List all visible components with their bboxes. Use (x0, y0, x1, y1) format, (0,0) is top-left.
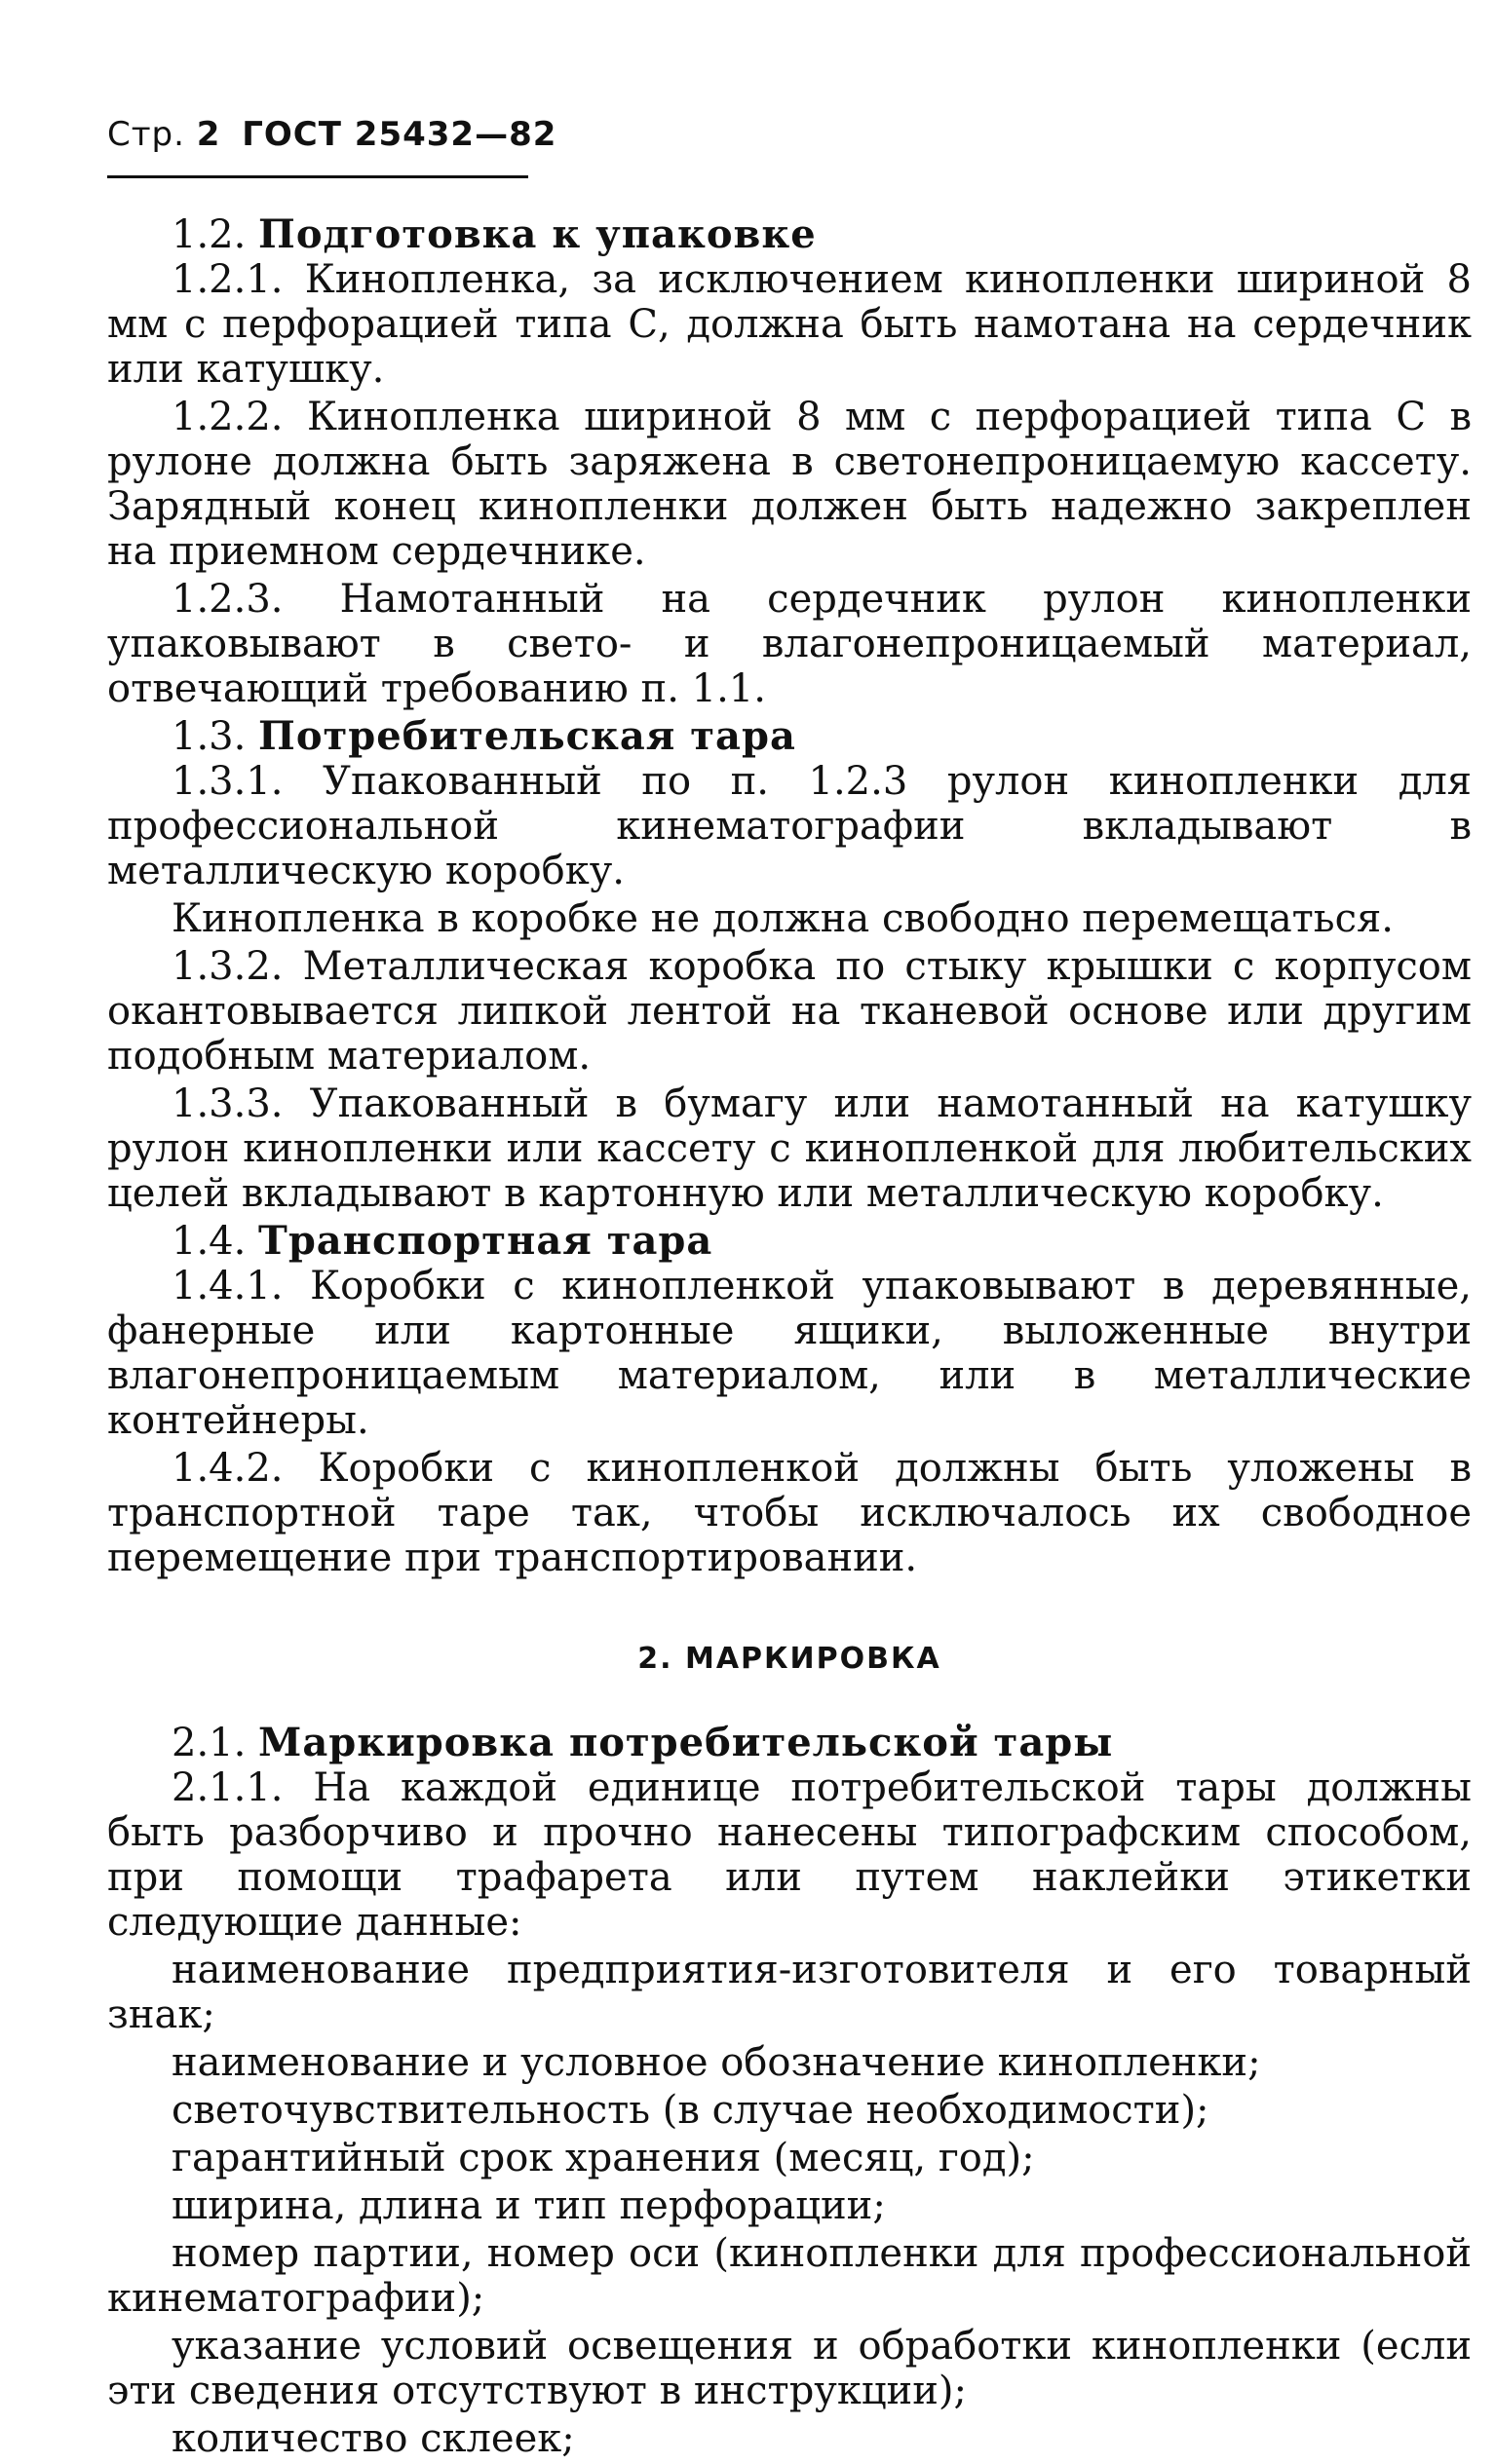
page-label: Стр. (107, 115, 185, 154)
paragraph-1-2-1: 1.2.1. Кинопленка, за исключением кинопленки шириной 8 мм с перфорацией типа С, должна быть намотана на сердечник или катушку. (107, 257, 1472, 392)
paragraph-1-3-1: 1.3.1. Упакованный по п. 1.2.3 рулон кинопленки для профессиональной кинематографии вкладывают в металлическую коробку. (107, 759, 1472, 893)
section-heading-1-4 (107, 1219, 1472, 1264)
section-heading-1-2 (107, 212, 1472, 257)
section-heading-1-3 (107, 714, 1472, 759)
paragraph-1-3-1-continued: Кинопленка в коробке не должна свободно перемещаться. (172, 896, 1394, 941)
header-rule (107, 175, 528, 178)
section-title: Маркировка потребительской тары (258, 1720, 1114, 1765)
page-number: 2 (196, 115, 221, 154)
list-item: наименование и условное обозначение кинопленки; (172, 2040, 1261, 2085)
page-header (107, 115, 556, 154)
list-item: указание условий освещения и обработки кинопленки (если эти сведения отсутствуют в инструкции); (107, 2324, 1472, 2413)
section-heading-2-1 (107, 1721, 1472, 1765)
standard-designation: ГОСТ 25432—82 (242, 115, 557, 154)
paragraph-1-3-3: 1.3.3. Упакованный в бумагу или намотанный на катушку рулон кинопленки или кассету с кинопленкой для любительских целей вкладывают в картонную или металлическую коробку. (107, 1081, 1472, 1216)
section-number: 1.4. (172, 1219, 247, 1264)
document-body (107, 212, 1472, 2464)
list-item: ширина, длина и тип перфорации; (172, 2183, 886, 2228)
paragraph-1-4-1: 1.4.1. Коробки с кинопленкой упаковывают в деревянные, фанерные или картонные ящики, выложенные внутри влагонепроницаемым материалом, или в металлические контейнеры. (107, 1264, 1472, 1443)
paragraph-1-3-2: 1.3.2. Металлическая коробка по стыку крышки с корпусом окантовывается липкой лентой на тканевой основе или другим подобным материалом. (107, 944, 1472, 1079)
list-item: светочувствительность (в случае необходимости); (172, 2088, 1209, 2133)
paragraph-2-1-1: 2.1.1. На каждой единице потребительской тары должны быть разборчиво и прочно нанесены типографским способом, при помощи трафарета или путем наклейки этикетки следующие данные: (107, 1765, 1472, 1945)
list-item: номер партии, номер оси (кинопленки для профессиональной кинематографии); (107, 2231, 1472, 2321)
section-number: 2.1. (172, 1721, 247, 1765)
section-title: Потребительская тара (258, 713, 796, 759)
paragraph-1-4-2: 1.4.2. Коробки с кинопленкой должны быть уложены в транспортной таре так, чтобы исключалось их свободное перемещение при транспортировании. (107, 1446, 1472, 1580)
paragraph-1-2-3: 1.2.3. Намотанный на сердечник рулон кинопленки упаковывают в свето- и влагонепроницаемый материал, отвечающий требованию п. 1.1. (107, 577, 1472, 711)
chapter-heading-marking: 2. МАРКИРОВКА (637, 1642, 941, 1676)
list-item: количество склеек; (172, 2416, 575, 2461)
section-title: Подготовка к упаковке (258, 211, 817, 257)
list-item: наименование предприятия-изготовителя и его товарный знак; (107, 1948, 1472, 2037)
paragraph-1-2-2: 1.2.2. Кинопленка шириной 8 мм с перфорацией типа С в рулоне должна быть заряжена в светонепроницаемую кассету. Зарядный конец кинопленки должен быть надежно закреплен на приемном сердечнике. (107, 395, 1472, 574)
section-number: 1.3. (172, 714, 247, 759)
list-item: гарантийный срок хранения (месяц, год); (172, 2136, 1035, 2180)
section-title: Транспортная тара (258, 1218, 713, 1264)
section-number: 1.2. (172, 212, 247, 257)
